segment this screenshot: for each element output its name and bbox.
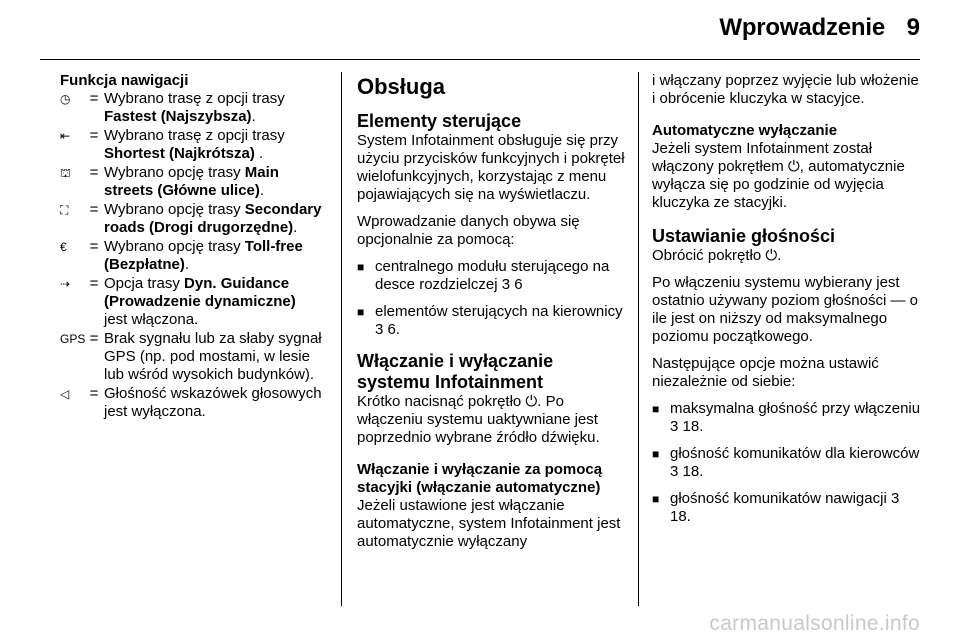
heading-controls: Elementy sterujące xyxy=(357,111,522,131)
symbol-definition xyxy=(60,90,322,126)
heading-power: Włączanie i wyłączanie systemu Infotainment xyxy=(357,351,554,392)
column-divider xyxy=(341,72,342,606)
bullet-icon: ■ xyxy=(652,492,660,506)
list-item: ■ głośność komunikatów nawigacji 3 18. xyxy=(652,490,900,525)
page-ref-icon: 3 xyxy=(375,321,384,338)
dynamic-guidance-icon: ⇢ xyxy=(60,277,71,291)
heading-obsluga: Obsługa xyxy=(357,74,446,99)
symbol-definition xyxy=(60,127,322,163)
equals-sign: = xyxy=(89,164,99,181)
fastest-route-icon: ◷ xyxy=(60,92,71,106)
paragraph: Po włączeniu systemu wybierany jest ostatnio używany poziom głośności — o ile jest on niższy od maksymalnego poziomu początkowego. xyxy=(652,274,918,345)
paragraph: Następujące opcje można ustawić niezależnie od siebie: xyxy=(652,355,879,390)
definition-text: Brak sygnału lub za słaby sygnał GPS (np. pod mostami, w lesie lub wśród wysokich budynków). xyxy=(104,330,322,383)
list-item: ■ centralnego modułu sterującego na desce rozdzielczej 3 6 xyxy=(357,258,610,293)
watermark: carmanualsonline.info xyxy=(709,612,920,635)
page-number: 9 xyxy=(906,14,920,41)
definition-text: Wybrano trasę z opcji trasy Shortest (Najkrótsza) . xyxy=(104,127,285,162)
definition-text: Wybrano opcję trasy Main streets (Główne ulice). xyxy=(104,164,279,199)
heading-volume: Ustawianie głośności xyxy=(652,226,836,246)
equals-sign: = xyxy=(89,385,99,402)
main-streets-icon: ⛫ xyxy=(60,166,72,180)
list-item: ■ głośność komunikatów dla kierowców 3 18. xyxy=(652,445,920,480)
page-ref-icon: 3 xyxy=(670,463,679,480)
page-ref-icon: 3 xyxy=(670,418,679,435)
page-header xyxy=(0,0,960,60)
equals-sign: = xyxy=(89,238,99,255)
column-volume xyxy=(652,72,922,535)
paragraph: Wprowadzanie danych obywa się opcjonalnie za pomocą: xyxy=(357,213,580,248)
definition-text: Wybrano opcję trasy Secondary roads (Drogi drugorzędne). xyxy=(104,201,322,236)
definition-text: Głośność wskazówek głosowych jest wyłączona. xyxy=(104,385,322,420)
list-item: ■ elementów sterujących na kierownicy 3 6. xyxy=(357,303,623,338)
symbol-definition xyxy=(60,238,322,274)
paragraph: Jeżeli ustawione jest włączanie automatyczne, system Infotainment jest automatycznie wyłączany xyxy=(357,497,621,550)
secondary-roads-icon: ⛶ xyxy=(60,203,69,217)
symbol-definition xyxy=(60,385,322,421)
bullet-icon: ■ xyxy=(652,447,660,461)
symbol-definition xyxy=(60,201,322,237)
definition-text: Opcja trasy Dyn. Guidance (Prowadzenie dynamiczne) jest włączona. xyxy=(104,275,296,328)
subheading-ignition: Włączanie i wyłączanie za pomocą stacyjki (włączanie automatyczne) xyxy=(357,461,603,496)
paragraph: Krótko nacisnąć pokrętło ⏻. Po włączeniu systemu uaktywniane jest poprzednio wybrane źródło dźwięku. xyxy=(357,393,600,446)
column-navigation-symbols xyxy=(60,72,322,422)
symbol-definition xyxy=(60,164,322,200)
definition-text: Wybrano trasę z opcji trasy Fastest (Najszybsza). xyxy=(104,90,285,125)
paragraph: i włączany poprzez wyjęcie lub włożenie i obrócenie kluczyka w stacyjce. xyxy=(652,72,919,107)
equals-sign: = xyxy=(89,201,99,218)
toll-free-icon: € xyxy=(60,240,67,254)
shortest-route-icon: ⇤ xyxy=(60,129,71,143)
symbol-definition xyxy=(60,330,322,384)
equals-sign: = xyxy=(89,127,99,144)
page-ref-icon: 3 xyxy=(890,490,900,507)
no-gps-icon: GPS xyxy=(60,332,86,346)
header-rule xyxy=(40,59,920,60)
page-ref-icon: 3 xyxy=(501,276,511,293)
column-divider xyxy=(638,72,639,606)
voice-muted-icon: ◁ xyxy=(60,387,70,401)
symbol-definition-list xyxy=(60,90,322,421)
paragraph: Obrócić pokrętło ⏻. xyxy=(652,247,782,264)
bullet-icon: ■ xyxy=(357,305,365,319)
column-operation xyxy=(357,72,627,560)
equals-sign: = xyxy=(89,275,99,292)
section-heading: Funkcja nawigacji xyxy=(60,72,189,89)
equals-sign: = xyxy=(89,90,99,107)
symbol-definition xyxy=(60,275,322,329)
paragraph: System Infotainment obsługuje się przy użyciu przycisków funkcyjnych i pokręteł wielofunkcyjnych, korzystając z menu pojawiających się na wyświetlaczu. xyxy=(357,132,625,203)
list-item: ■ maksymalna głośność przy włączeniu 3 18. xyxy=(652,400,921,435)
definition-text: Wybrano opcję trasy Toll-free (Bezpłatne). xyxy=(104,238,303,273)
subheading-auto-off: Automatyczne wyłączanie xyxy=(652,122,838,139)
page-title: Wprowadzenie xyxy=(719,14,885,41)
power-knob-icon: ⏻ xyxy=(787,158,800,175)
bullet-icon: ■ xyxy=(652,402,660,416)
bullet-icon: ■ xyxy=(357,260,365,274)
equals-sign: = xyxy=(89,330,99,347)
power-knob-icon: ⏻ xyxy=(765,247,778,264)
power-knob-icon: ⏻ xyxy=(525,393,538,410)
paragraph: Jeżeli system Infotainment został włączony pokrętłem ⏻, automatycznie wyłącza się po godzinie od wyjęcia kluczyka ze stacyjki. xyxy=(652,140,905,211)
